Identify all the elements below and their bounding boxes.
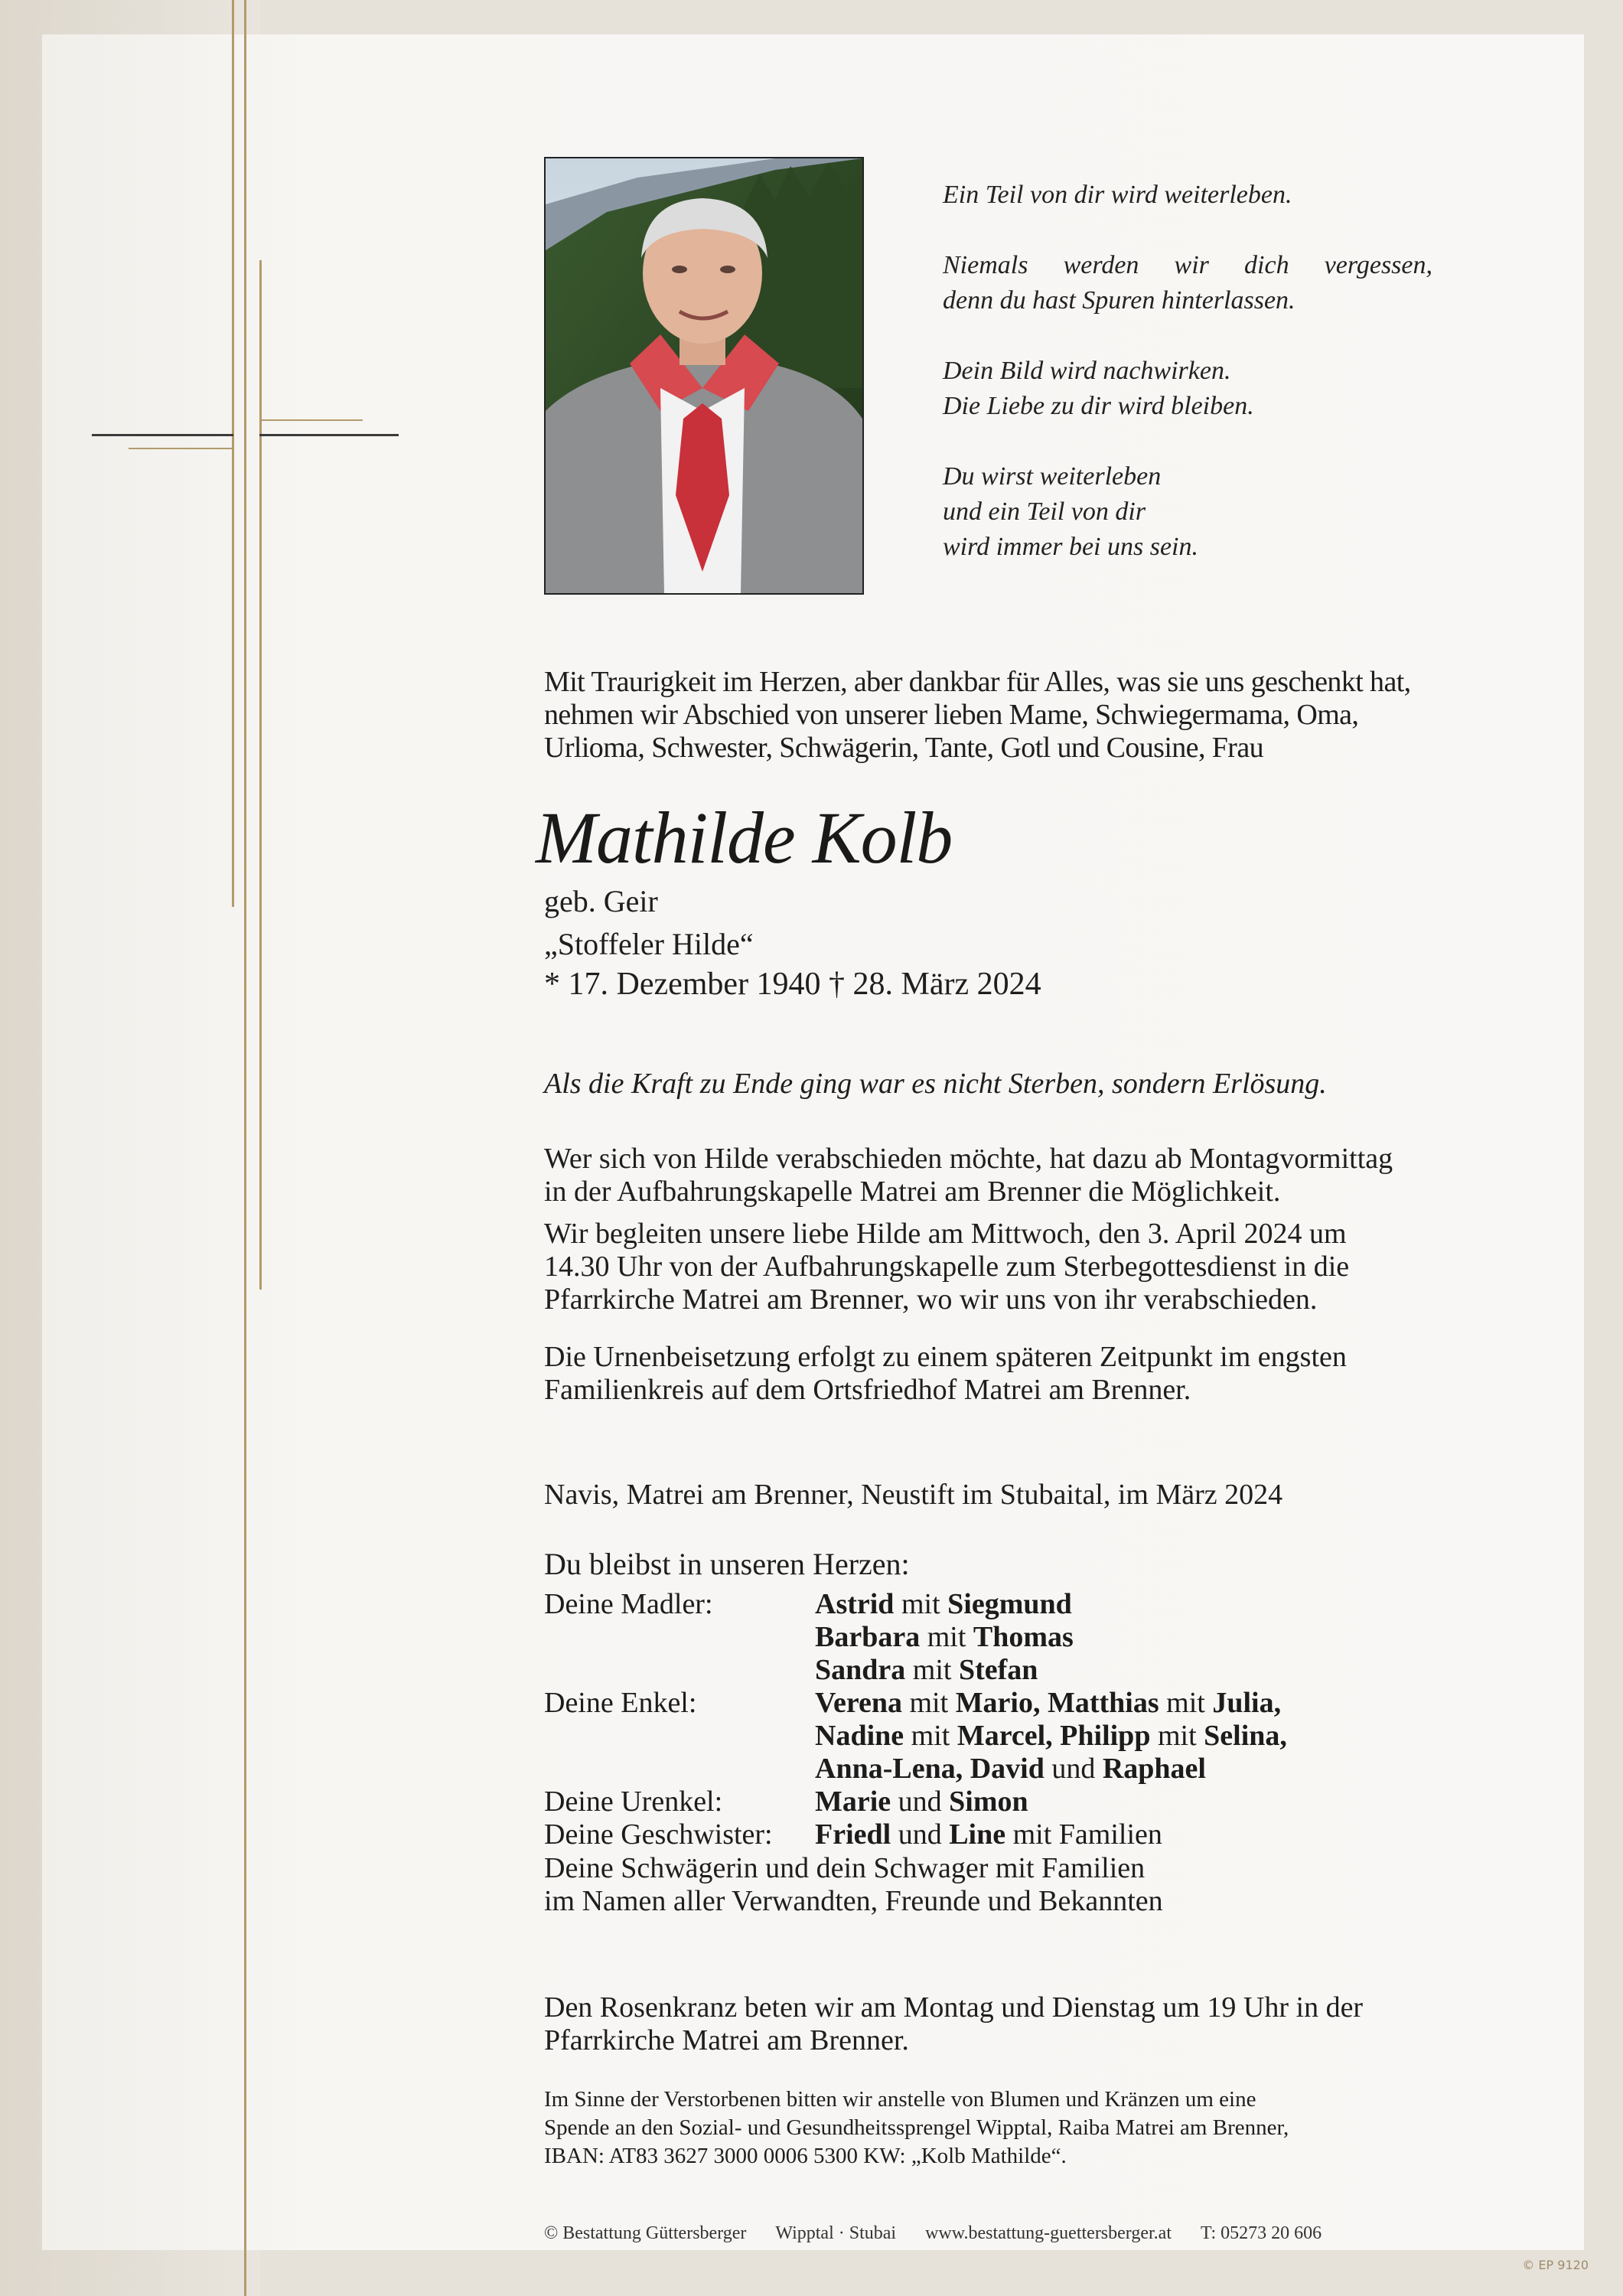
family-names: Sandra mit Stefan <box>815 1654 1038 1686</box>
rosary-info: Den Rosenkranz beten wir am Montag und Dienstag um 19 Uhr in der Pfarrkirche Matrei am Brenner. <box>544 1991 1364 2056</box>
family-label <box>544 1654 815 1687</box>
family-names: Anna-Lena, David und Raphael <box>815 1753 1206 1785</box>
family-row <box>544 1786 1462 1818</box>
family-label: Deine Urenkel: <box>544 1786 723 1818</box>
footer-company: © Bestattung Güttersberger <box>544 2223 747 2243</box>
portrait-photo <box>544 157 864 595</box>
poem-stanza-2: Niemals werden wir dich vergessen, denn du hast Spuren hinterlassen. <box>943 251 1432 315</box>
family-names: Verena mit Mario, Matthias mit Julia, <box>815 1687 1282 1719</box>
place-date: Navis, Matrei am Brenner, Neustift im Stubaital, im März 2024 <box>544 1479 1283 1511</box>
footer-web[interactable]: www.bestattung-guettersberger.at <box>925 2223 1172 2243</box>
family-names: Marie und Simon <box>815 1786 1028 1818</box>
quote: Als die Kraft zu Ende ging war es nicht Sterben, sondern Erlösung. <box>544 1068 1327 1100</box>
family-label: Deine Geschwister: <box>544 1818 773 1851</box>
poem-stanza-3: Dein Bild wird nachwirken. Die Liebe zu dir wird bleiben. <box>943 357 1254 420</box>
family-label <box>544 1720 815 1753</box>
family-label <box>544 1753 815 1786</box>
intro-text: Mit Traurigkeit im Herzen, aber dankbar für Alles, was sie uns geschenkt hat, nehmen wir Abschied von unserer lieben Mame, Schwiegermama, Oma, Urlioma, Schwester, Schwägerin, Tante, Gotl und Cousine, Frau <box>544 666 1411 764</box>
maiden-name: geb. Geir <box>544 884 658 918</box>
service-info: Wir begleiten unsere liebe Hilde am Mittwoch, den 3. April 2024 um 14.30 Uhr von der Aufbahrungskapelle zum Sterbegottesdienst in die Pfarrkirche Matrei am Brenner, wo wir uns von ihr verabschieden. <box>544 1218 1350 1316</box>
family-row <box>544 1818 1462 1851</box>
poem <box>943 178 1432 600</box>
life-dates: * 17. Dezember 1940 † 28. März 2024 <box>544 967 1041 1002</box>
family-heading: Du bleibst in unseren Herzen: <box>544 1547 910 1581</box>
family-row <box>544 1720 1462 1753</box>
family-label: Deine Madler: <box>544 1588 713 1620</box>
family-label: Deine Enkel: <box>544 1687 697 1719</box>
family-row <box>544 1621 1462 1654</box>
family-list <box>544 1588 1462 1851</box>
print-code: © EP 9120 <box>1522 2258 1589 2272</box>
viewing-info: Wer sich von Hilde verabschieden möchte, hat dazu ab Montagvormittag in der Aufbahrungskapelle Matrei am Brenner die Möglichkeit. <box>544 1143 1393 1208</box>
footer-region: Wipptal · Stubai <box>775 2223 897 2243</box>
donation-info: Im Sinne der Verstorbenen bitten wir anstelle von Blumen und Kränzen um eine Spende an den Sozial- und Gesundheitssprengel Wipptal, Raiba Matrei am Brenner, IBAN: AT83 3627 3000 0006 5300 KW: „Kolb Mathilde“. <box>544 2087 1289 2168</box>
burial-info: Die Urnenbeisetzung erfolgt zu einem späteren Zeitpunkt im engsten Familienkreis auf dem Ortsfriedhof Matrei am Brenner. <box>544 1341 1347 1406</box>
nickname: „Stoffeler Hilde“ <box>544 927 754 961</box>
family-names: Friedl und Line mit Familien <box>815 1818 1162 1851</box>
family-row <box>544 1588 1462 1621</box>
family-tail: Deine Schwägerin und dein Schwager mit Familien im Namen aller Verwandten, Freunde und Bekannten <box>544 1852 1163 1917</box>
footer-phone: T: 05273 20 606 <box>1201 2223 1322 2243</box>
family-names: Astrid mit Siegmund <box>815 1588 1072 1620</box>
family-names: Nadine mit Marcel, Philipp mit Selina, <box>815 1720 1287 1752</box>
family-row <box>544 1654 1462 1687</box>
family-row <box>544 1753 1462 1786</box>
family-row <box>544 1687 1462 1720</box>
deceased-name: Mathilde Kolb <box>536 797 953 879</box>
family-names: Barbara mit Thomas <box>815 1621 1074 1653</box>
poem-stanza-4: Du wirst weiterleben und ein Teil von dir wird immer bei uns sein. <box>943 462 1199 561</box>
footer <box>544 2223 1322 2244</box>
family-label <box>544 1621 815 1654</box>
poem-stanza-1: Ein Teil von dir wird weiterleben. <box>943 181 1292 209</box>
